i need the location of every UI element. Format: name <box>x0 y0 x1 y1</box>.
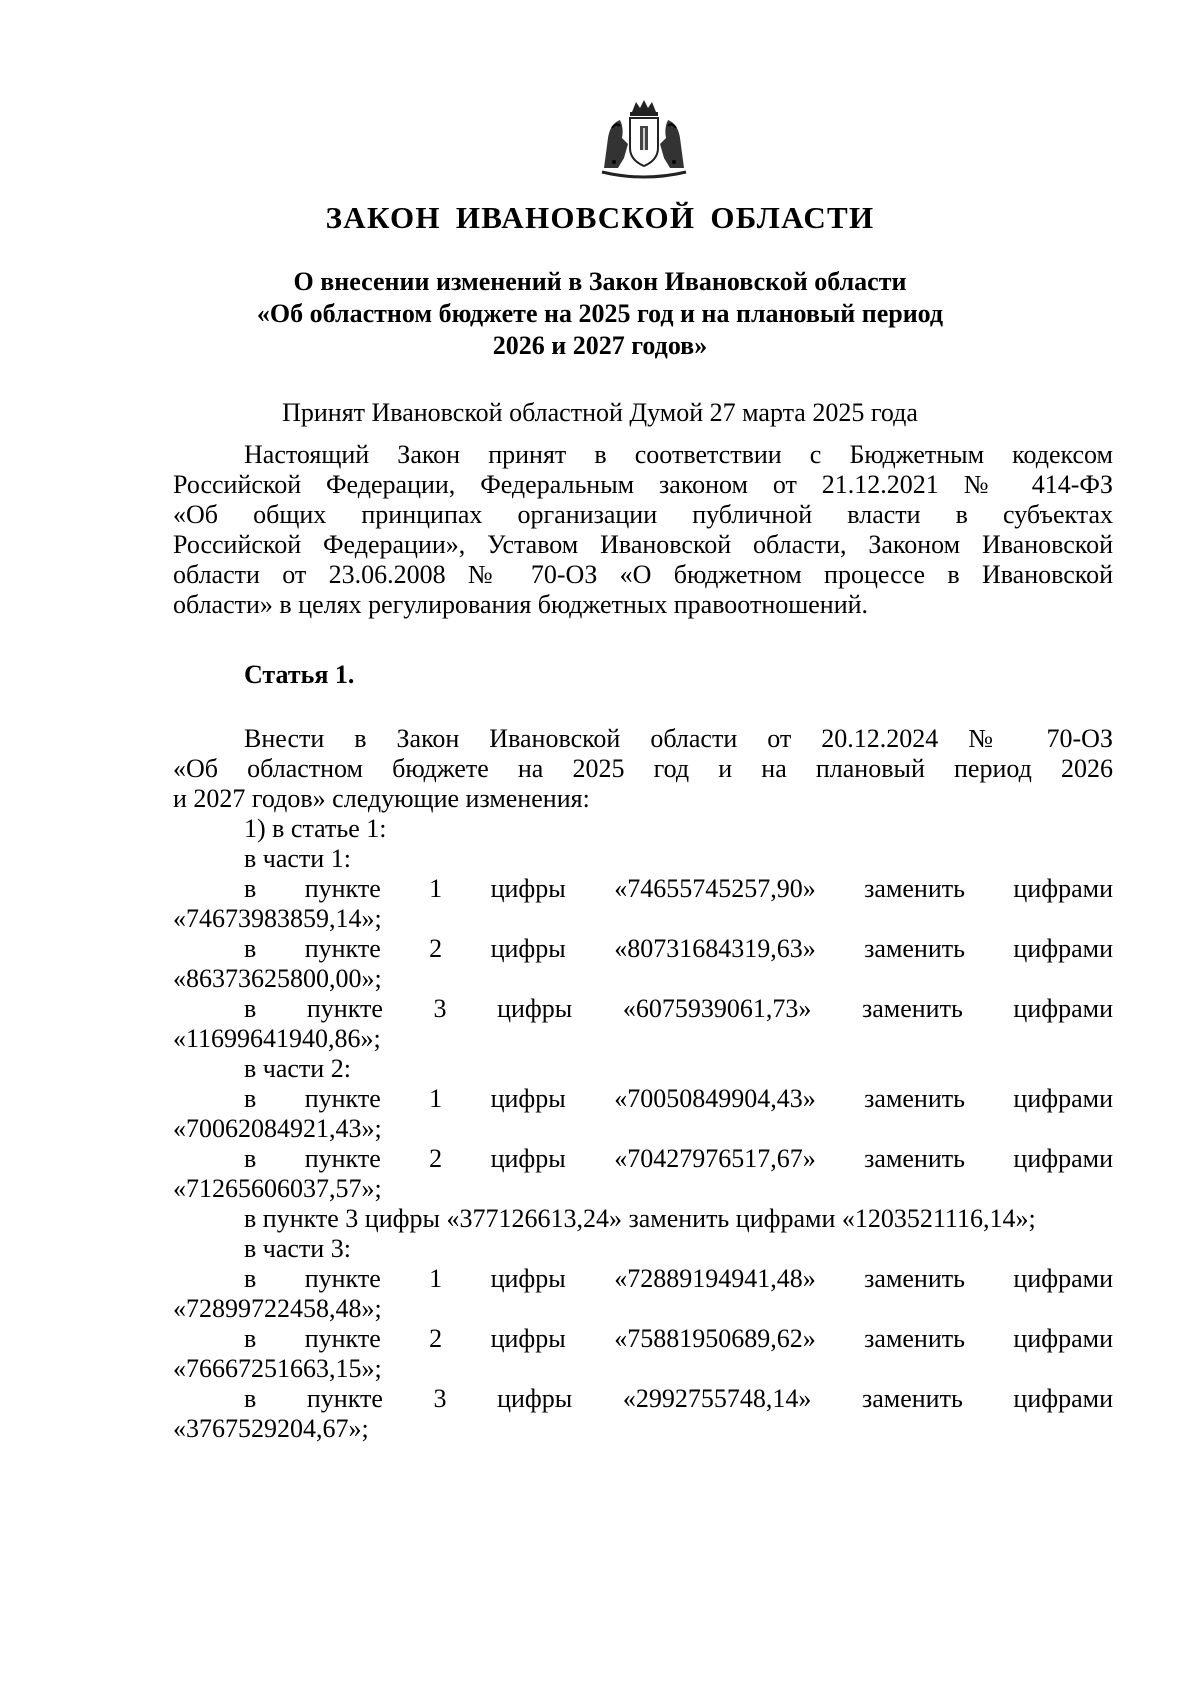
item-line: «70062084921,43»; <box>173 1114 382 1143</box>
item-line: «3767529204,67»; <box>173 1414 369 1443</box>
item-line: в пункте 2 цифры «80731684319,63» заменить цифрами <box>244 934 1113 963</box>
law-subtitle <box>0 266 1200 362</box>
item-line: в пункте 1 цифры «72889194941,48» заменить цифрами <box>244 1264 1113 1293</box>
item-line: в части 2: <box>244 1054 351 1083</box>
subtitle-line: О внесении изменений в Закон Ивановской области <box>293 267 907 296</box>
item-line: «71265606037,57»; <box>173 1174 382 1203</box>
coat-of-arms-icon <box>594 98 694 180</box>
item-line: 1) в статье 1: <box>244 814 387 843</box>
preamble-line: Российской Федерации», Уставом Ивановской области, Законом Ивановской <box>173 530 1113 559</box>
intro-line: «Об областном бюджете на 2025 год и на плановый период 2026 <box>173 754 1113 783</box>
item-line: «74673983859,14»; <box>173 904 382 933</box>
item-line: «86373625800,00»; <box>173 964 382 993</box>
preamble-line: Настоящий Закон принят в соответствии с Бюджетным кодексом <box>244 440 1113 469</box>
preamble-line: «Об общих принципах организации публичной власти в субъектах <box>173 500 1113 529</box>
subtitle-line: «Об областном бюджете на 2025 год и на плановый период <box>256 299 944 328</box>
article-heading: Статья 1. <box>244 660 355 689</box>
item-line: в пункте 3 цифры «377126613,24» заменить цифрами «1203521116,14»; <box>244 1204 1036 1233</box>
item-line: в пункте 2 цифры «70427976517,67» заменить цифрами <box>244 1144 1113 1173</box>
item-line: в пункте 2 цифры «75881950689,62» заменить цифрами <box>244 1324 1113 1353</box>
intro-line: Внести в Закон Ивановской области от 20.12.2024 № 70-ОЗ <box>244 724 1113 753</box>
preamble-line: области» в целях регулирования бюджетных правоотношений. <box>173 590 869 619</box>
item-line: в пункте 3 цифры «2992755748,14» заменить цифрами <box>244 1384 1113 1413</box>
item-line: в пункте 1 цифры «70050849904,43» заменить цифрами <box>244 1084 1113 1113</box>
item-line: «11699641940,86»; <box>173 1024 381 1053</box>
preamble-line: Российской Федерации, Федеральным законом от 21.12.2021 № 414-ФЗ <box>173 470 1113 499</box>
subtitle-line: 2026 и 2027 годов» <box>492 331 708 360</box>
preamble-line: области от 23.06.2008 № 70-ОЗ «О бюджетном процессе в Ивановской <box>173 560 1113 589</box>
item-line: в пункте 1 цифры «74655745257,90» заменить цифрами <box>244 874 1113 903</box>
item-line: в части 3: <box>244 1234 351 1263</box>
intro-line: и 2027 годов» следующие изменения: <box>173 784 590 813</box>
law-title: ЗАКОН ИВАНОВСКОЙ ОБЛАСТИ <box>325 200 875 235</box>
item-line: «76667251663,15»; <box>173 1354 382 1383</box>
adoption-note: Принят Ивановской областной Думой 27 марта 2025 года <box>282 398 918 427</box>
item-line: в пункте 3 цифры «6075939061,73» заменить цифрами <box>244 994 1113 1023</box>
item-line: в части 1: <box>244 844 351 873</box>
item-line: «72899722458,48»; <box>173 1294 382 1323</box>
